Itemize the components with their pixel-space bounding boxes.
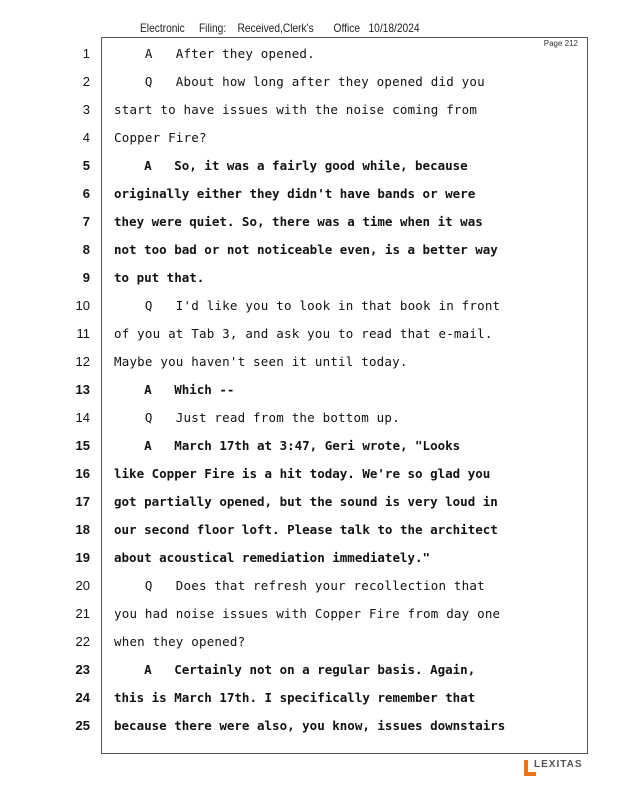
transcript-line <box>0 488 618 516</box>
line-text: of you at Tab 3, and ask you to read that e-mail. <box>114 326 493 341</box>
line-number: 17 <box>75 494 90 509</box>
line-number: 23 <box>75 662 90 677</box>
line-text: this is March 17th. I specifically remember that <box>114 690 476 705</box>
line-text: our second floor loft. Please talk to the architect <box>114 522 498 537</box>
transcript-line <box>0 572 618 600</box>
line-number: 12 <box>75 354 90 369</box>
line-number: 14 <box>75 410 90 425</box>
line-text: A Which -- <box>114 382 235 397</box>
line-number: 21 <box>75 606 90 621</box>
line-text: originally either they didn't have bands or were <box>114 186 476 201</box>
line-text: like Copper Fire is a hit today. We're so glad you <box>114 466 491 481</box>
line-text: Q I'd like you to look in that book in front <box>114 298 501 313</box>
line-text: because there were also, you know, issues downstairs <box>114 718 506 733</box>
lexitas-logo <box>524 758 594 776</box>
transcript-line <box>0 544 618 572</box>
line-text: Copper Fire? <box>114 130 207 145</box>
transcript-line <box>0 656 618 684</box>
line-number: 13 <box>75 382 90 397</box>
line-number: 5 <box>82 158 90 173</box>
line-text: Q About how long after they opened did you <box>114 74 485 89</box>
line-number: 6 <box>82 186 90 201</box>
transcript-line <box>0 68 618 96</box>
line-number: 22 <box>75 634 90 649</box>
line-text: not too bad or not noticeable even, is a better way <box>114 242 498 257</box>
transcript-line <box>0 124 618 152</box>
transcript-line <box>0 236 618 264</box>
line-number: 7 <box>82 214 90 229</box>
line-text: A March 17th at 3:47, Geri wrote, "Looks <box>114 438 461 453</box>
transcript-line <box>0 180 618 208</box>
line-text: about acoustical remediation immediately." <box>114 550 431 565</box>
page-number: Page 212 <box>543 39 578 48</box>
line-number: 8 <box>82 242 90 257</box>
line-text: A After they opened. <box>114 46 315 61</box>
line-number: 3 <box>82 102 90 117</box>
line-text: Q Does that refresh your recollection that <box>114 578 485 593</box>
transcript-line <box>0 40 618 68</box>
line-text: A Certainly not on a regular basis. Again, <box>114 662 476 677</box>
transcript-line <box>0 152 618 180</box>
transcript-line <box>0 208 618 236</box>
transcript-line <box>0 320 618 348</box>
line-text: when they opened? <box>114 634 246 649</box>
line-number: 15 <box>75 438 90 453</box>
line-number: 4 <box>82 130 90 145</box>
line-text: Q Just read from the bottom up. <box>114 410 400 425</box>
line-text: you had noise issues with Copper Fire from day one <box>114 606 501 621</box>
transcript-line <box>0 376 618 404</box>
line-number: 19 <box>75 550 90 565</box>
transcript-line <box>0 516 618 544</box>
line-number: 25 <box>75 718 90 733</box>
transcript-line <box>0 432 618 460</box>
line-number: 1 <box>82 46 90 61</box>
transcript-line <box>0 292 618 320</box>
line-text: got partially opened, but the sound is very loud in <box>114 494 498 509</box>
line-text: to put that. <box>114 270 205 285</box>
filing-header: Electronic Filing: Received,Clerk's Office 10/18/2024 <box>140 21 420 35</box>
line-number: 11 <box>76 326 90 341</box>
line-number: 10 <box>75 298 90 313</box>
transcript-line <box>0 96 618 124</box>
line-number: 16 <box>75 466 90 481</box>
line-text: start to have issues with the noise coming from <box>114 102 478 117</box>
line-number: 24 <box>75 690 90 705</box>
line-number: 18 <box>75 522 90 537</box>
line-text: A So, it was a fairly good while, because <box>114 158 468 173</box>
lexitas-logo-text: LEXITAS <box>534 759 583 770</box>
transcript-line <box>0 404 618 432</box>
transcript-line <box>0 600 618 628</box>
line-number: 2 <box>82 74 90 89</box>
transcript-line <box>0 712 618 740</box>
transcript-line <box>0 264 618 292</box>
transcript-line <box>0 684 618 712</box>
line-text: they were quiet. So, there was a time when it was <box>114 214 483 229</box>
transcript-line <box>0 460 618 488</box>
line-number: 9 <box>82 270 90 285</box>
transcript-line <box>0 348 618 376</box>
transcript-line <box>0 628 618 656</box>
line-text: Maybe you haven't seen it until today. <box>114 354 408 369</box>
line-number: 20 <box>75 578 90 593</box>
